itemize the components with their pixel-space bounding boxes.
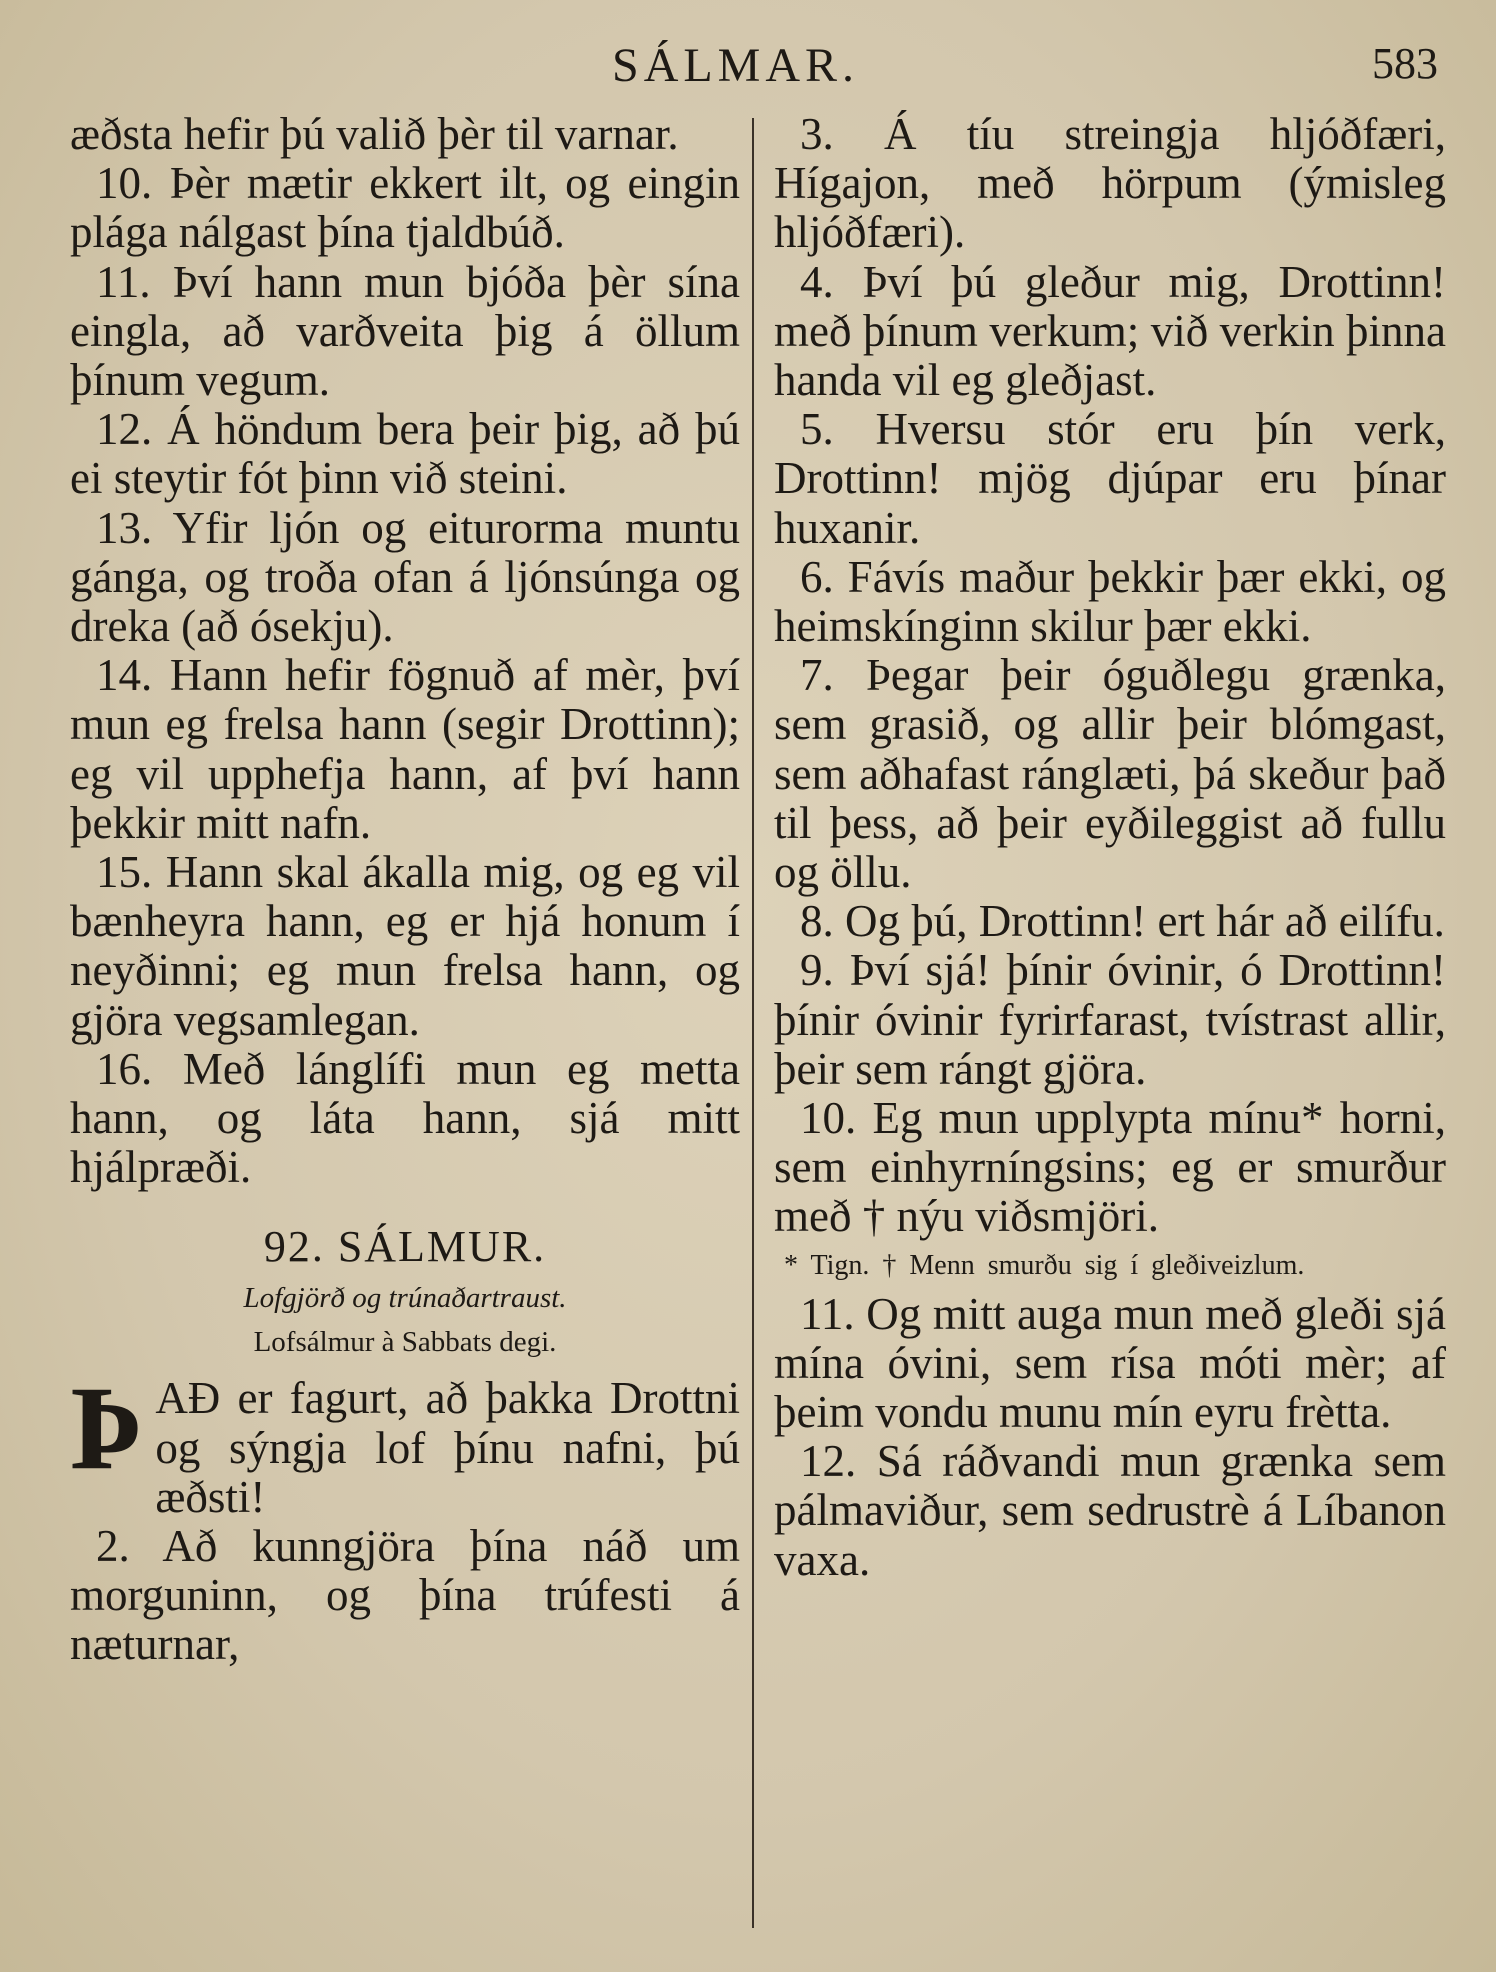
verse-11: 11. Því hann mun bjóða þèr sína eingla, að varðveita þig á öllum þínum vegum. [70,256,740,406]
verse-12-right: 12. Sá ráðvandi mun grænka sem pálmaviður, sem sedrustrè á Líbanon vaxa. [774,1436,1446,1585]
verse-10-right: 10. Eg mun upplypta mínu* horni, sem einhyrníngsins; eg er smurður með † nýu viðsmjöri. [774,1093,1446,1242]
verse-7: 7. Þegar þeir óguðlegu grænka, sem grasið, og allir þeir blómgast, sem aðhafast ránglæti, þá skeður það til þess, að þeir eyðileggist að fullu og öllu. [774,650,1446,898]
verse-2: 2. Að kunngjöra þína náð um morguninn, og þína trúfesti á næturnar, [70,1521,740,1670]
verse-16: 16. Með lánglífi mun eg metta hann, og láta hann, sjá mitt hjálpræði. [70,1043,740,1193]
footnote: * Tign. † Menn smurðu sig í gleðiveizlum. [784,1249,1305,1281]
left-column [70,110,740,1670]
right-column [774,110,1446,1585]
verse-15: 15. Hann skal ákalla mig, og eg vil bænheyra hann, eg er hjá honum í neyðinni; eg mun frelsa hann, og gjöra vegsamlegan. [70,847,740,1045]
opening-verse [70,1361,740,1522]
verse-8: 8. Og þú, Drottinn! ert hár að eilífu. [800,896,1445,947]
verse-6: 6. Fávís maður þekkir þær ekki, og heimskínginn skilur þær ekki. [774,551,1446,652]
drop-cap: Þ [70,1361,144,1495]
verse-5: 5. Hversu stór eru þín verk, Drottinn! mjög djúpar eru þínar huxanir. [774,404,1446,553]
verse-11-right: 11. Og mitt auga mun með gleði sjá mína óvini, sem rísa móti mèr; af þeim vondu munu mín eyru frètta. [774,1288,1446,1438]
page-header [0,38,1496,98]
column-divider [752,118,754,1928]
running-title: SÁLMAR. [612,39,860,92]
verse-9: 9. Því sjá! þínir óvinir, ó Drottinn! þínir óvinir fyrirfarast, tvístrast allir, þeir sem rángt gjöra. [774,945,1446,1094]
verse-4: 4. Því þú gleður mig, Drottinn! með þínum verkum; við verkin þinna handa vil eg gleðjast. [774,256,1446,406]
verse-13: 13. Yfir ljón og eiturorma muntu gánga, og troða ofan á ljónsúnga og dreka (að ósekju). [70,502,740,652]
verse-continuation: æðsta hefir þú valið þèr til varnar. [70,109,679,159]
verse-12: 12. Á höndum bera þeir þig, að þú ei steytir fót þinn við steini. [70,404,740,504]
opening-text: AÐ er fagurt, að þakka Drottni og sýngja lof þínu nafni, þú æðsti! [155,1373,740,1522]
page-number: 583 [1372,39,1438,88]
verse-14: 14. Hann hefir fögnuð af mèr, því mun eg frelsa hann (segir Drottinn); eg vil upphefja hann, af því hann þekkir mitt nafn. [70,650,740,848]
verse-3: 3. Á tíu streingja hljóðfæri, Hígajon, með hörpum (ýmisleg hljóðfæri). [774,109,1446,258]
psalm-subtitle: Lofgjörð og trúnaðartraust. [243,1282,567,1315]
verse-10: 10. Þèr mætir ekkert ilt, og eingin plága nálgast þína tjaldbúð. [70,158,740,258]
psalm-heading: 92. SÁLMUR. [263,1222,547,1272]
psalm-superscription: Lofsálmur à Sabbats degi. [253,1326,557,1359]
